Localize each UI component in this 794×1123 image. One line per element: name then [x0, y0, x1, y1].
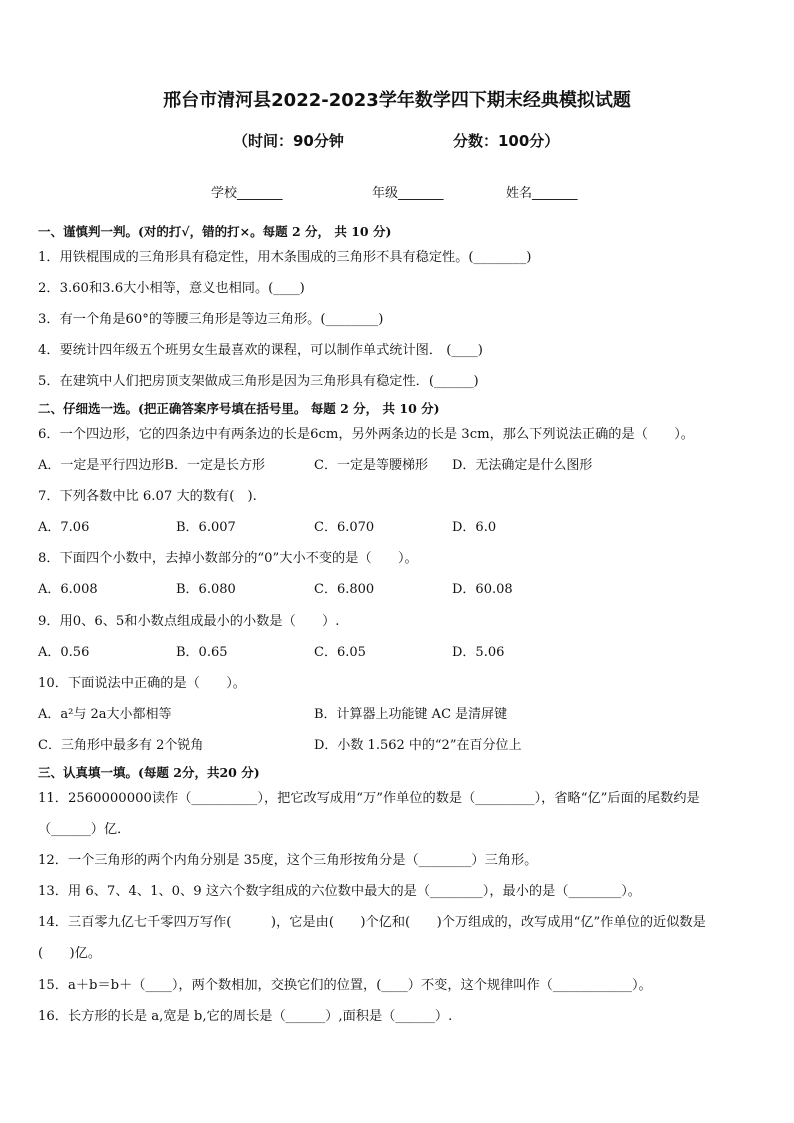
grade-field: 年级_______ — [372, 186, 444, 201]
question-6: 6．一个四边形，它的四条边中有两条边的长是6cm，另外两条边的长是 3cm，那么下列说法正确的是（ ）。 — [38, 427, 694, 442]
section2-title: 二、仔细选一选。(把正确答案序号填在括号里。 每题 2 分， 共 10 分) — [38, 401, 440, 416]
question-7: 7．下列各数中比 6.07 大的数有( ). — [38, 489, 257, 504]
question-16: 16．长方形的长是 a,宽是 b,它的周长是（______）,面积是（______）. — [38, 1009, 453, 1024]
question-1: 1．用铁棍围成的三角形具有稳定性，用木条围成的三角形不具有稳定性。(________) — [38, 250, 532, 265]
question-14-cont: ( )亿。 — [38, 946, 102, 961]
q10-option-a: A．a²与 2a大小都相等 — [38, 707, 172, 722]
q10-option-d: D．小数 1.562 中的“2”在百分位上 — [314, 738, 522, 753]
q6-option-d: D．无法确定是什么图形 — [452, 458, 593, 473]
q9-option-c: C．6.05 — [314, 645, 366, 660]
q9-option-a: A．0.56 — [38, 645, 90, 660]
question-14: 14．三百零九亿七千零四万写作( )，它是由( )个亿和( )个万组成的，改写成用“亿”作单位的近似数是 — [38, 915, 706, 930]
score-label: 分数：100分） — [453, 132, 560, 150]
q6-option-ab: A．一定是平行四边形B．一定是长方形 — [38, 458, 265, 473]
q7-option-b: B．6.007 — [176, 520, 236, 535]
question-10: 10．下面说法中正确的是（ ）。 — [38, 676, 246, 691]
question-3: 3．有一个角是60°的等腰三角形是等边三角形。(________) — [38, 312, 384, 327]
q9-option-b: B．0.65 — [176, 645, 228, 660]
question-12: 12．一个三角形的两个内角分别是 35度，这个三角形按角分是（________）三角形。 — [38, 853, 538, 868]
question-11-cont: （______）亿． — [38, 822, 131, 837]
time-label: （时间：90分钟 — [233, 132, 344, 150]
q10-option-c: C．三角形中最多有 2个锐角 — [38, 738, 204, 753]
question-9: 9．用0、6、5和小数点组成最小的小数是（ ）. — [38, 614, 340, 629]
question-11: 11．2560000000读作（__________），把它改写成用“万”作单位的数是（_________），省略“亿”后面的尾数约是 — [38, 791, 700, 806]
question-5: 5．在建筑中人们把房顶支架做成三角形是因为三角形具有稳定性．(______) — [38, 374, 479, 389]
q8-option-d: D．60.08 — [452, 582, 513, 597]
q7-option-d: D．6.0 — [452, 520, 497, 535]
q8-option-b: B．6.080 — [176, 582, 236, 597]
school-field: 学校_______ — [211, 186, 283, 201]
q8-option-c: C．6.800 — [314, 582, 375, 597]
question-8: 8．下面四个小数中，去掉小数部分的“0”大小不变的是（ ）。 — [38, 551, 418, 566]
name-field: 姓名_______ — [506, 186, 578, 201]
q8-option-a: A．6.008 — [38, 582, 98, 597]
q6-option-c: C．一定是等腰梯形 — [314, 458, 428, 473]
q7-option-c: C．6.070 — [314, 520, 375, 535]
question-13: 13．用 6、7、4、1、0、9 这六个数字组成的六位数中最大的是（________），最小的是（________）。 — [38, 884, 641, 899]
question-15: 15．a＋b＝b＋（____），两个数相加，交换它们的位置，(____）不变，这个规律叫作（____________）。 — [38, 978, 652, 993]
question-2: 2．3.60和3.6大小相等，意义也相同。(____) — [38, 281, 305, 296]
q9-option-d: D．5.06 — [452, 645, 505, 660]
q7-option-a: A．7.06 — [38, 520, 90, 535]
question-4: 4．要统计四年级五个班男女生最喜欢的课程，可以制作单式统计图． (____) — [38, 343, 483, 358]
section1-title: 一、谨慎判一判。(对的打√，错的打×。每题 2 分， 共 10 分) — [38, 224, 392, 239]
page-title: 邢台市清河县2022-2023学年数学四下期末经典模拟试题 — [163, 90, 631, 111]
q10-option-b: B．计算器上功能键 AC 是清屏键 — [314, 707, 508, 722]
section3-title: 三、认真填一填。(每题 2分，共20 分) — [38, 765, 260, 780]
